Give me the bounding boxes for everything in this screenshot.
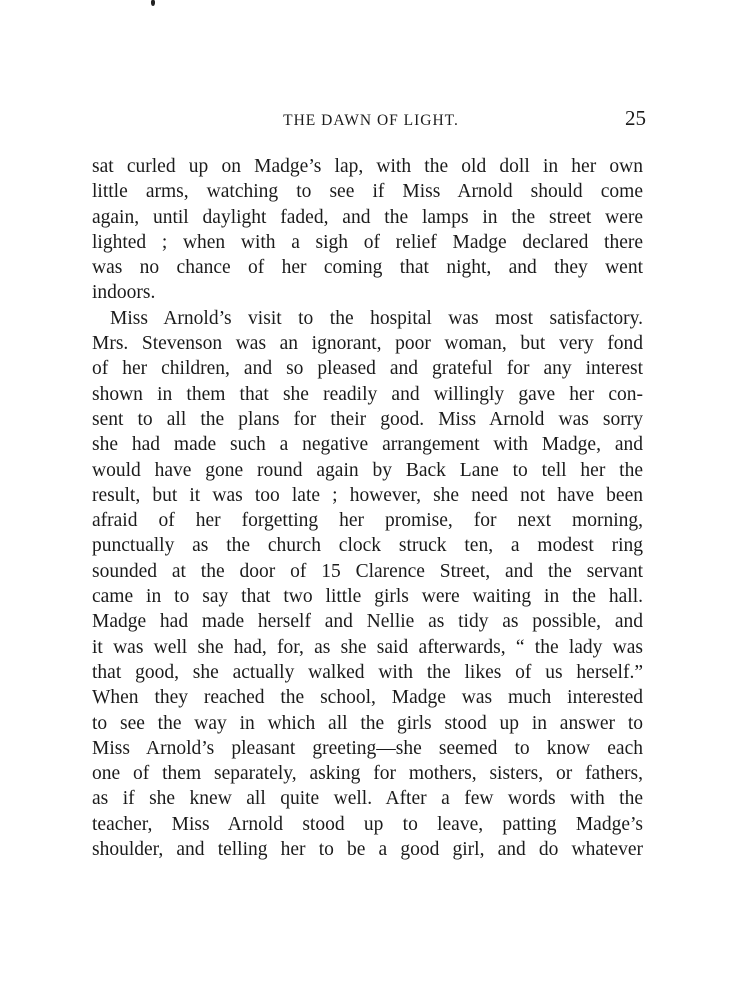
text-line: teacher, Miss Arnold stood up to leave, patting Madge’s (92, 813, 643, 835)
text-line: she had made such a negative arrangement with Madge, and (92, 434, 643, 456)
text-line: would have gone round again by Back Lane to tell her the (92, 459, 643, 481)
text-line: Miss Arnold’s pleasant greeting—she seemed to know each (92, 737, 643, 759)
text-line: was no chance of her coming that night, and they went (92, 257, 643, 279)
text-line: shown in them that she readily and willingly gave her con- (92, 383, 643, 405)
text-line: one of them separately, asking for mothers, sisters, or fathers, (92, 763, 643, 785)
text-line: When they reached the school, Madge was much interested (92, 687, 643, 709)
text-line: result, but it was too late ; however, she need not have been (92, 484, 643, 506)
text-line: that good, she actually walked with the likes of us herself.” (92, 661, 643, 683)
body-text (92, 154, 643, 862)
text-line: sounded at the door of 15 Clarence Street, and the servant (92, 560, 643, 582)
running-title: THE DAWN OF LIGHT. (283, 112, 459, 129)
text-line: as if she knew all quite well. After a few words with the (92, 788, 643, 810)
text-line: of her children, and so pleased and grateful for any interest (92, 358, 643, 380)
text-line: punctually as the church clock struck ten, a modest ring (92, 535, 643, 557)
ink-speck (151, 0, 155, 6)
text-line: it was well she had, for, as she said afterwards, “ the lady was (92, 636, 643, 658)
text-line: lighted ; when with a sigh of relief Madge declared there (92, 231, 643, 253)
text-line: little arms, watching to see if Miss Arnold should come (92, 181, 643, 203)
text-line: came in to say that two little girls were waiting in the hall. (92, 586, 643, 608)
page-header (88, 104, 646, 138)
text-line: sent to all the plans for their good. Miss Arnold was sorry (92, 408, 643, 430)
text-line: again, until daylight faded, and the lamps in the street were (92, 206, 643, 228)
text-line: shoulder, and telling her to be a good girl, and do whatever (92, 839, 643, 861)
text-line: Madge had made herself and Nellie as tidy as possible, and (92, 611, 643, 633)
text-line: Mrs. Stevenson was an ignorant, poor woman, but very fond (92, 333, 643, 355)
text-line: sat curled up on Madge’s lap, with the old doll in her own (92, 156, 643, 177)
text-line: afraid of her forgetting her promise, for next morning, (92, 510, 643, 532)
text-line: to see the way in which all the girls stood up in answer to (92, 712, 643, 734)
text-line: indoors. (92, 282, 156, 304)
text-line: Miss Arnold’s visit to the hospital was most satisfactory. (110, 307, 643, 329)
page-number: 25 (625, 106, 646, 130)
